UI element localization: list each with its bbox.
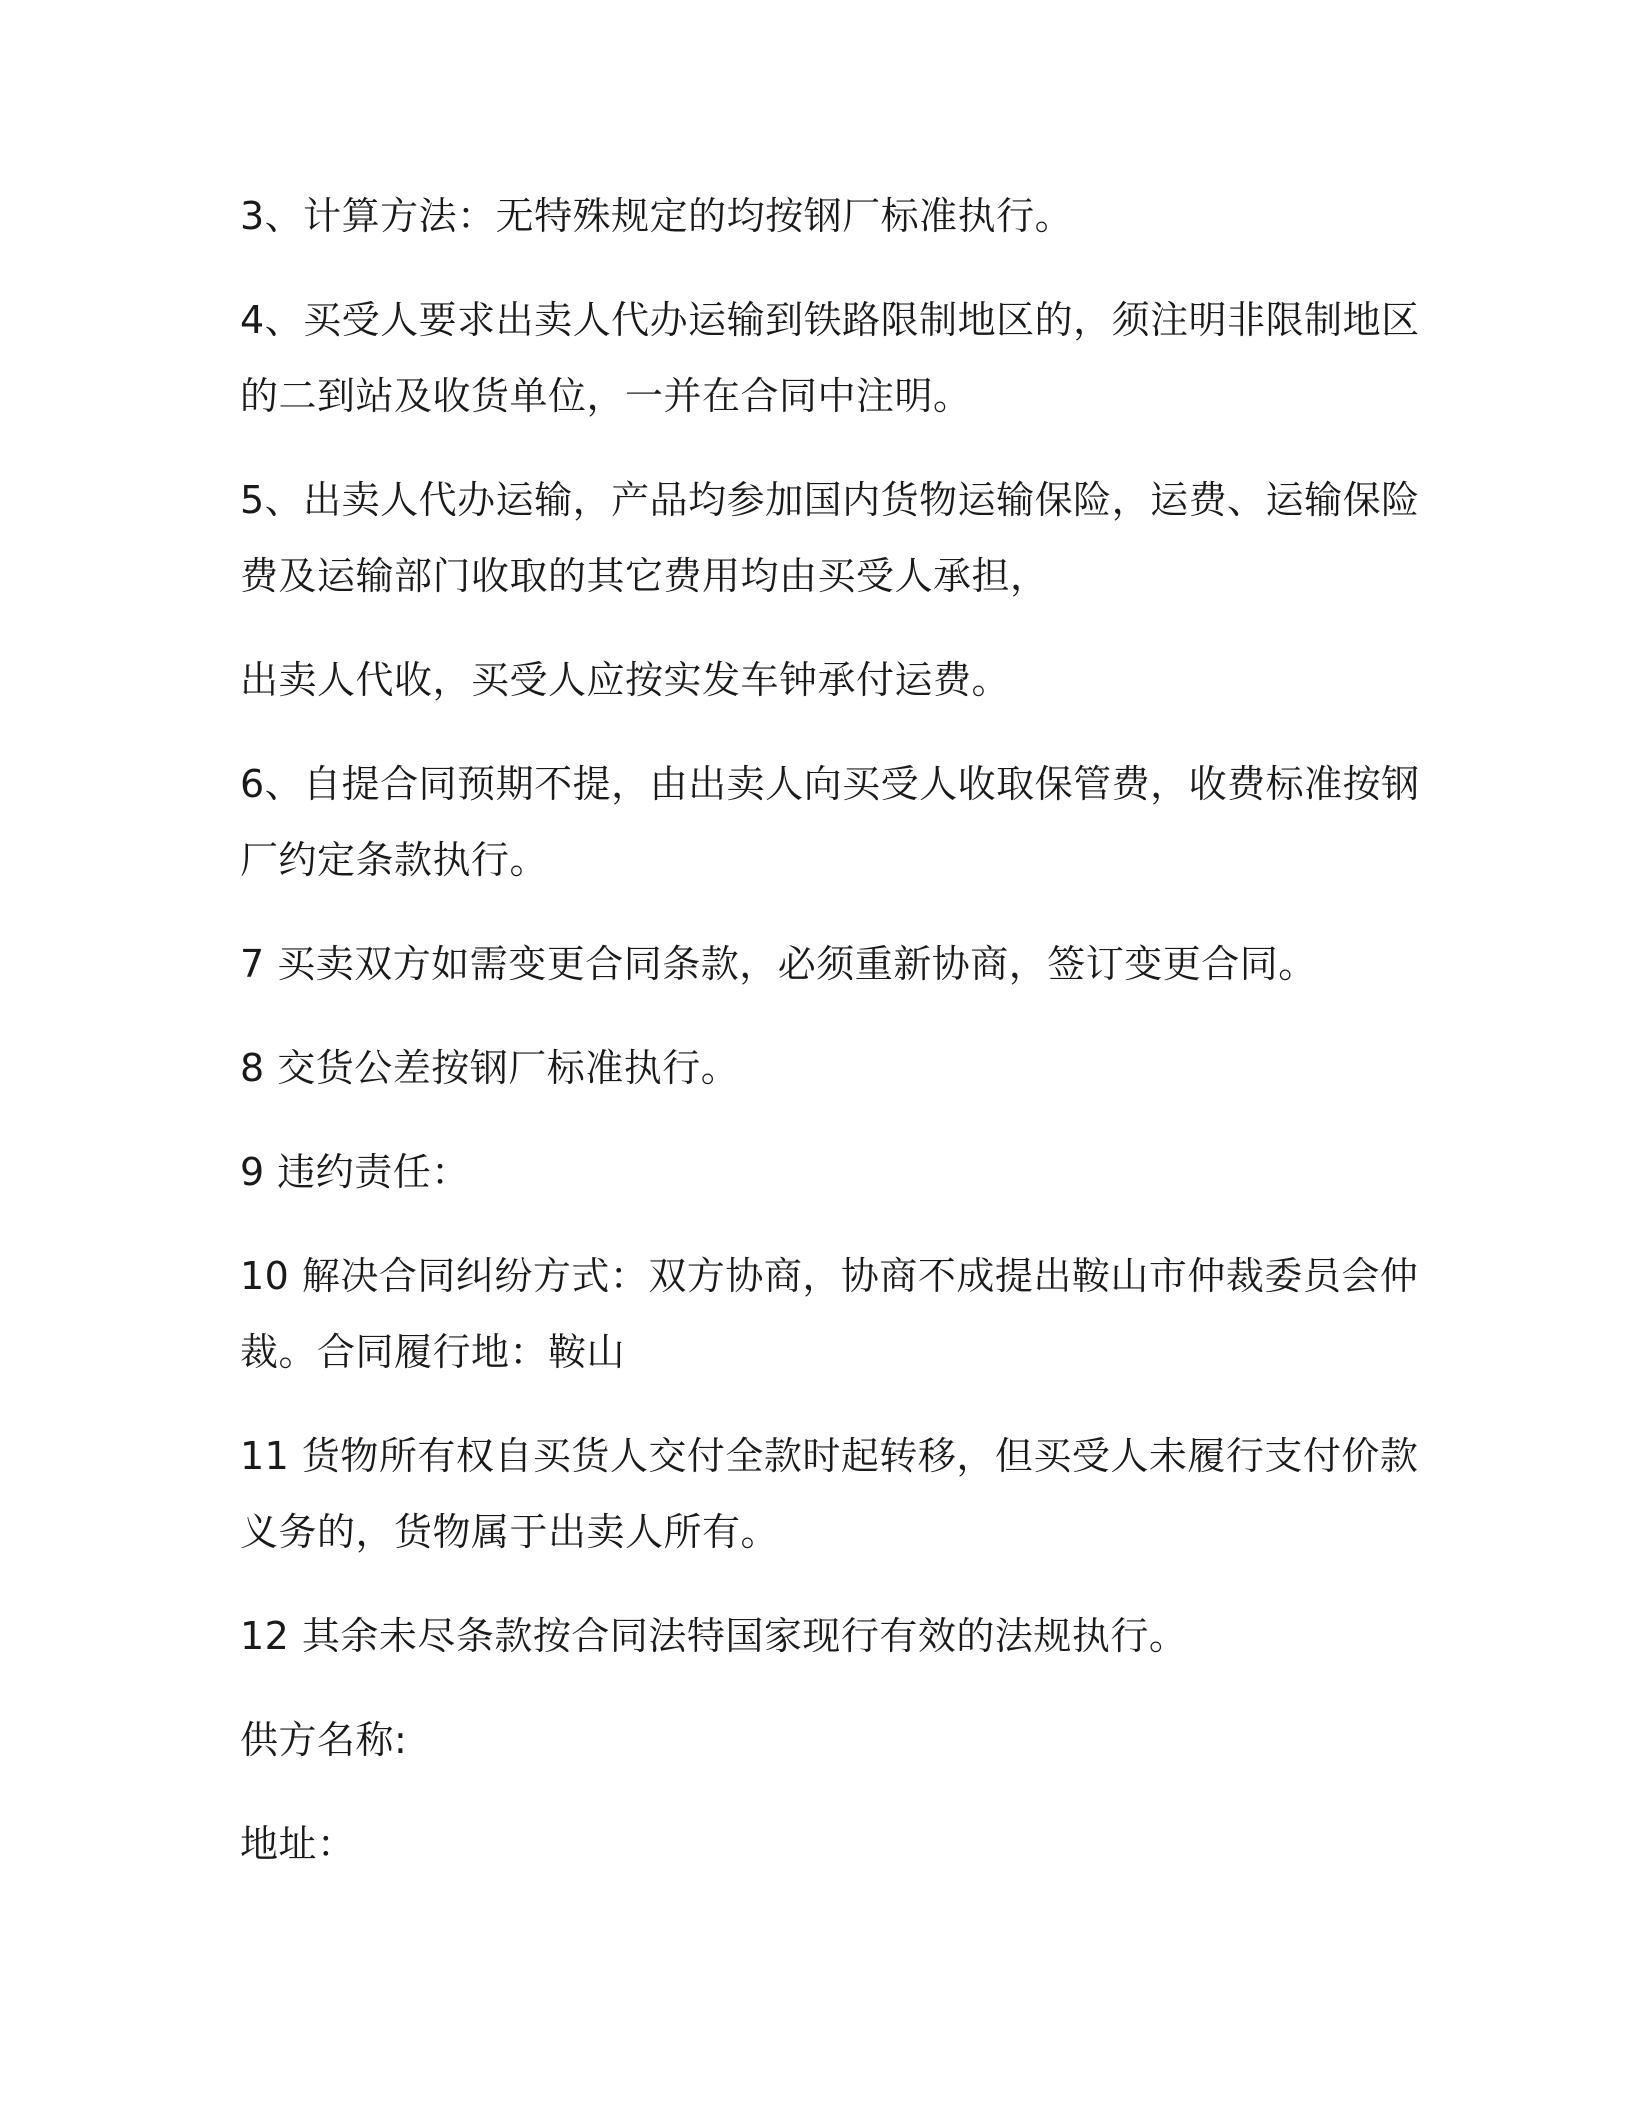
supplier-name-label: 供方名称:	[240, 1718, 408, 1762]
clause-11-line-2: 义务的，货物属于出卖人所有。	[240, 1510, 780, 1554]
clause-5-line-3: 出卖人代收，买受人应按实发车钟承付运费。	[240, 658, 1011, 702]
clause-11-line-1: 11 货物所有权自买货人交付全款时起转移，但买受人未履行支付价款	[240, 1434, 1419, 1478]
clause-4-line-2: 的二到站及收货单位，一并在合同中注明。	[240, 374, 972, 418]
clause-3: 3、计算方法：无特殊规定的均按钢厂标准执行。	[240, 194, 1074, 238]
clause-5-line-2: 费及运输部门收取的其它费用均由买受人承担，	[240, 554, 1049, 598]
clause-8: 8 交货公差按钢厂标准执行。	[240, 1046, 740, 1090]
clause-4-line-1: 4、买受人要求出卖人代办运输到铁路限制地区的，须注明非限制地区	[240, 298, 1420, 342]
clause-7: 7 买卖双方如需变更合同条款，必须重新协商，签订变更合同。	[240, 942, 1317, 986]
clause-9: 9 违约责任：	[240, 1150, 470, 1194]
clause-12: 12 其余未尽条款按合同法特国家现行有效的法规执行。	[240, 1614, 1188, 1658]
clause-5-line-1: 5、出卖人代办运输，产品均参加国内货物运输保险，运费、运输保险	[240, 478, 1420, 522]
clause-10-line-2: 裁。合同履行地：鞍山	[240, 1330, 626, 1374]
clause-10-line-1: 10 解决合同纠纷方式：双方协商，协商不成提出鞍山市仲裁委员会仲	[240, 1254, 1419, 1298]
clause-6-line-1: 6、自提合同预期不提，由出卖人向买受人收取保管费，收费标准按钢	[240, 762, 1420, 806]
clause-6-line-2: 厂约定条款执行。	[240, 838, 549, 882]
address-label: 地址：	[240, 1822, 356, 1866]
